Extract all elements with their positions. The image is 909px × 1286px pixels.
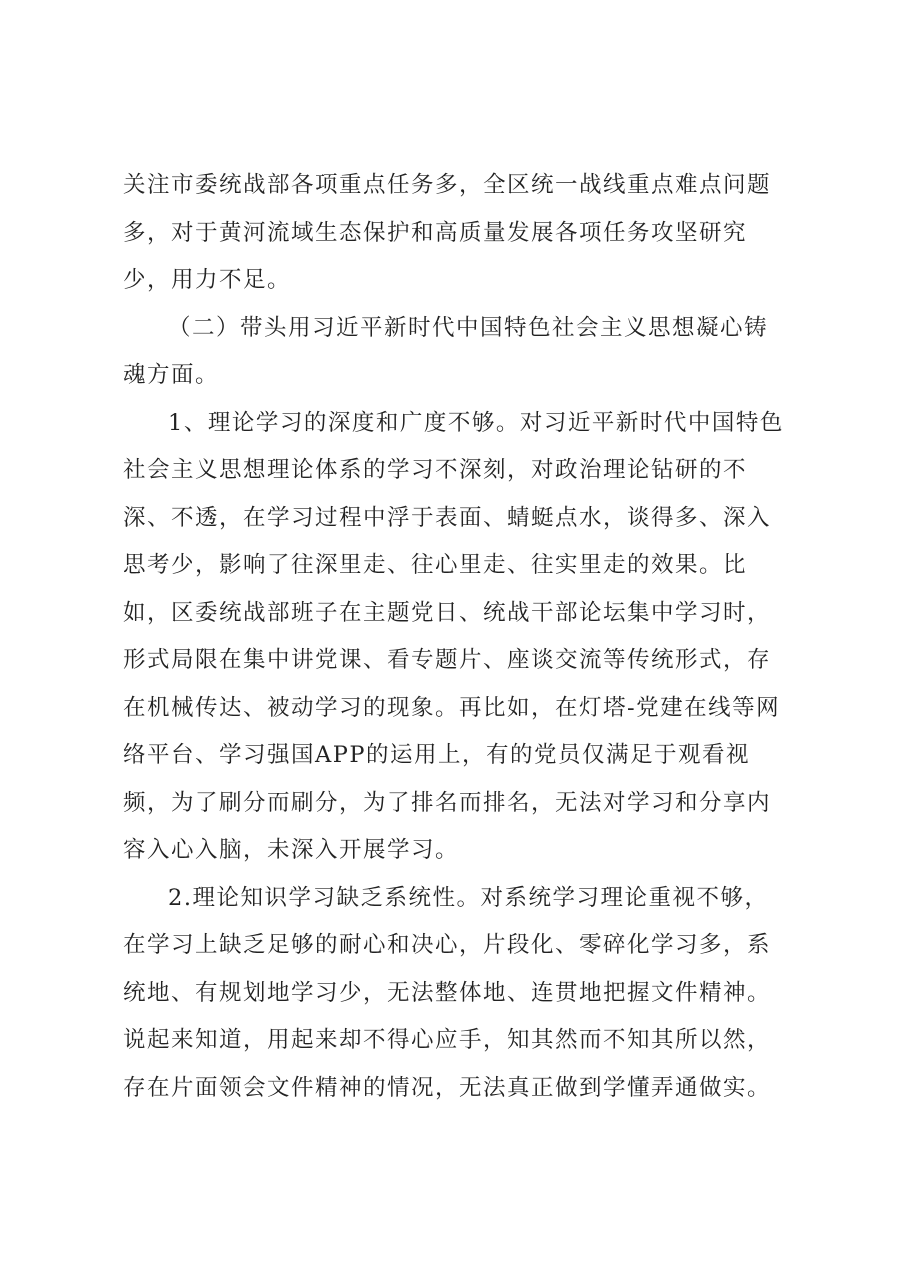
text-line: 多，对于黄河流域生态保护和高质量发展各项任务攻坚研究 [123, 219, 748, 246]
paragraph-section-heading [123, 305, 803, 400]
text-line: 如，区委统战部班子在主题党日、统战干部论坛集中学习时， [123, 599, 772, 626]
text-line: 存在片面领会文件精神的情况，无法真正做到学懂弄通做实。 [123, 1074, 772, 1101]
document-body [123, 162, 803, 1112]
text-line: 思考少，影响了往深里走、往心里走、往实里走的效果。比 [123, 552, 748, 578]
text-line: 统地、有规划地学习少，无法整体地、连贯地把握文件精神。 [123, 979, 772, 1006]
text-line: 魂方面。 [123, 362, 220, 388]
text-line: 1、理论学习的深度和广度不够。对习近平新时代中国特色 [168, 409, 784, 436]
text-line: 在机械传达、被动学习的现象。再比如，在灯塔-党建在线等网 [123, 694, 781, 721]
text-line: 社会主义思想理论体系的学习不深刻，对政治理论钻研的不 [123, 457, 748, 483]
text-line: 关注市委统战部各项重点任务多，全区统一战线重点难点问题 [123, 172, 772, 198]
paragraph-item-2 [123, 875, 803, 1113]
text-line: 说起来知道，用起来却不得心应手，知其然而不知其所以然， [123, 1027, 772, 1053]
paragraph-item-1 [123, 400, 803, 875]
text-line: 频，为了刷分而刷分，为了排名而排名，无法对学习和分享内 [123, 789, 772, 816]
text-line: 容入心入脑，未深入开展学习。 [123, 837, 460, 863]
paragraph-1 [123, 162, 803, 305]
text-line: 深、不透，在学习过程中浮于表面、蜻蜓点水，谈得多、深入 [123, 504, 772, 531]
text-line: 少，用力不足。 [123, 267, 292, 293]
text-line: 形式局限在集中讲党课、看专题片、座谈交流等传统形式，存 [123, 647, 772, 673]
text-line: 2.理论知识学习缺乏系统性。对系统学习理论重视不够， [168, 884, 769, 911]
text-line: 络平台、学习强国APP的运用上，有的党员仅满足于观看视 [123, 742, 751, 768]
text-line: 在学习上缺乏足够的耐心和决心，片段化、零碎化学习多，系 [123, 932, 772, 958]
text-line: （二）带头用习近平新时代中国特色社会主义思想凝心铸 [168, 314, 769, 341]
